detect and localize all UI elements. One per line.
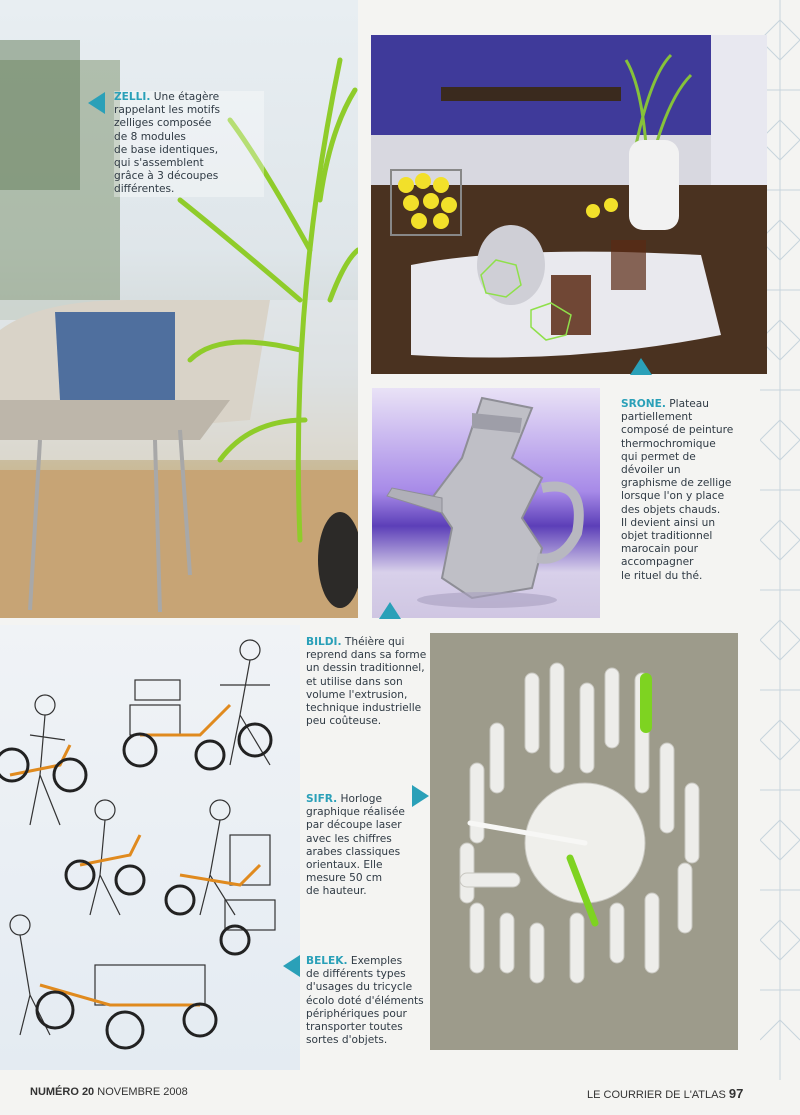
belek-line: transporter toutes	[306, 1021, 403, 1034]
srone-line: graphisme de zellige	[621, 477, 732, 490]
sifr-line: Horloge	[337, 793, 383, 805]
zelli-line: Une étagère	[150, 91, 220, 103]
belek-line: périphériques pour	[306, 1007, 407, 1020]
footer-right	[587, 1086, 743, 1101]
bildi-line: peu coûteuse.	[306, 715, 382, 728]
bildi-photo	[372, 388, 600, 618]
zelli-caption	[114, 91, 264, 197]
magazine-name: LE COURRIER DE L'ATLAS	[587, 1089, 726, 1101]
sifr-photo	[430, 633, 738, 1050]
sifr-lead: SIFR.	[306, 793, 338, 805]
sifr-line: arabes classiques	[306, 845, 401, 858]
srone-pointer-icon	[630, 358, 652, 375]
srone-photo	[371, 35, 767, 374]
srone-line: des objets chauds.	[621, 503, 721, 516]
issue-number: NUMÉRO 20	[30, 1086, 95, 1098]
srone-line: Plateau	[665, 398, 709, 410]
page-number: 97	[728, 1086, 744, 1101]
srone-caption	[621, 398, 761, 583]
zelli-line: qui s'assemblent	[114, 157, 204, 170]
sifr-illustration	[430, 633, 738, 1050]
zelli-line: différentes.	[114, 183, 175, 196]
belek-line: Exemples	[347, 955, 403, 967]
zelli-line: zelliges composée	[114, 117, 212, 130]
belek-lead: BELEK.	[306, 955, 348, 967]
sifr-line: de hauteur.	[306, 885, 367, 898]
zelli-lead: ZELLI.	[114, 91, 151, 103]
sifr-caption	[306, 793, 418, 899]
zelli-line: de base identiques,	[114, 143, 219, 156]
sifr-line: avec les chiffres	[306, 832, 392, 845]
bildi-line: Théière qui	[341, 636, 405, 648]
sifr-line: graphique réalisée	[306, 806, 405, 819]
belek-line: écolo doté d'éléments	[306, 994, 424, 1007]
sifr-line: orientaux. Elle	[306, 859, 383, 872]
bildi-line: technique industrielle	[306, 702, 422, 715]
srone-line: composé de peinture	[621, 424, 734, 437]
belek-sketch	[0, 625, 300, 1070]
srone-line: dévoiler un	[621, 464, 681, 477]
sifr-line: mesure 50 cm	[306, 872, 383, 885]
srone-line: partiellement	[621, 411, 693, 424]
srone-line: Il devient ainsi un	[621, 516, 716, 529]
belek-line: sortes d'objets.	[306, 1034, 388, 1047]
belek-illustration	[0, 625, 300, 1070]
srone-line: thermochromique	[621, 437, 716, 450]
issue-date: NOVEMBRE 2008	[97, 1086, 188, 1098]
footer-left	[30, 1086, 188, 1098]
srone-line: lorsque l'on y place	[621, 490, 725, 503]
belek-pointer-icon	[283, 955, 300, 977]
bildi-pointer-icon	[379, 602, 401, 619]
bildi-line: et utilise dans son	[306, 675, 403, 688]
bildi-line: volume l'extrusion,	[306, 688, 408, 701]
zelli-pointer-icon	[88, 92, 105, 114]
zelli-line: de 8 modules	[114, 130, 186, 143]
belek-line: d'usages du tricycle	[306, 981, 413, 994]
bildi-lead: BILDI.	[306, 636, 342, 648]
bildi-line: un dessin traditionnel,	[306, 662, 425, 675]
bildi-illustration	[372, 388, 600, 618]
sifr-line: par découpe laser	[306, 819, 402, 832]
belek-line: de différents types	[306, 968, 406, 981]
srone-line: le rituel du thé.	[621, 569, 703, 582]
bildi-line: reprend dans sa forme	[306, 649, 427, 662]
srone-illustration	[371, 35, 767, 374]
srone-line: objet traditionnel	[621, 530, 713, 543]
belek-caption	[306, 955, 428, 1047]
srone-line: accompagner	[621, 556, 694, 569]
bildi-caption	[306, 636, 436, 728]
zelli-line: rappelant les motifs	[114, 104, 220, 117]
srone-line: marocain pour	[621, 543, 699, 556]
srone-line: qui permet de	[621, 450, 696, 463]
srone-lead: SRONE.	[621, 398, 666, 410]
zelli-line: grâce à 3 découpes	[114, 170, 219, 183]
